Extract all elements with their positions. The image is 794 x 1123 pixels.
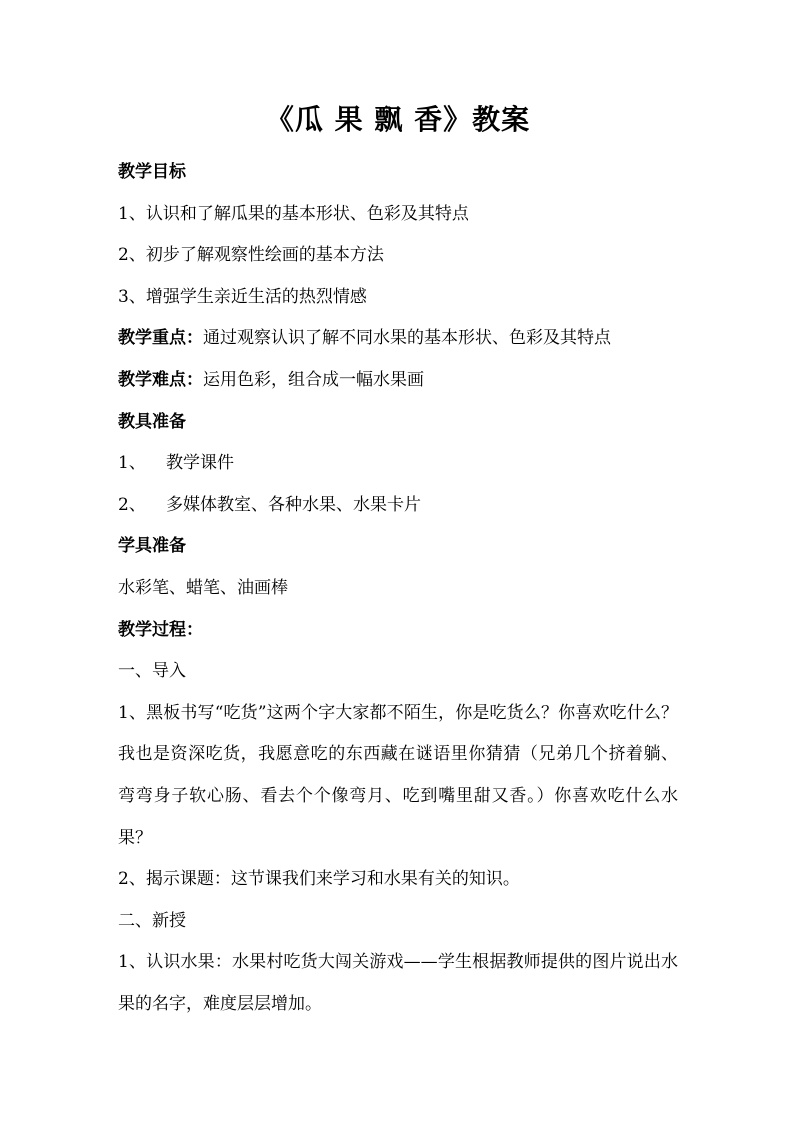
difficulty-label: 教学难点： (118, 369, 203, 390)
teaching-aid-text: 多媒体教室、各种水果、水果卡片 (166, 494, 421, 515)
teaching-aid-item-1 (118, 443, 678, 485)
objectives-heading: 教学目标 (118, 162, 186, 182)
objective-item-3: 3、增强学生亲近生活的热烈情感 (118, 286, 367, 307)
key-point-label: 教学重点： (118, 328, 203, 349)
teaching-aid-text: 教学课件 (166, 453, 234, 474)
key-point-text: 通过观察认识了解不同水果的基本形状、色彩及其特点 (203, 328, 611, 349)
student-tools-heading: 学具准备 (118, 536, 186, 557)
section-1-paragraph-2: 2、揭示课题：这节课我们来学习和水果有关的知识。 (118, 869, 520, 890)
teaching-aids-heading: 教具准备 (118, 411, 186, 432)
key-point-line (118, 318, 678, 360)
process-heading: 教学过程： (118, 619, 203, 640)
teaching-aid-item-2 (118, 485, 678, 527)
difficulty-text: 运用色彩，组合成一幅水果画 (203, 369, 424, 390)
section-2-paragraph-1: 1、认识水果：水果村吃货大闯关游戏——学生根据教师提供的图片说出水果的名字，难度层层增加。 (118, 952, 678, 1014)
student-tools-text: 水彩笔、蜡笔、油画棒 (118, 577, 288, 598)
difficulty-line (118, 360, 678, 402)
section-1-paragraph-1: 1、黑板书写“吃货”这两个字大家都不陌生，你是吃货么？你喜欢吃什么？我也是资深吃货，我愿意吃的东西藏在谜语里你猜猜（兄弟几个挤着躺、弯弯身子软心肠、看去个个像弯月、吃到嘴里甜又香。）你喜欢吃什么水果？ (118, 702, 678, 848)
document-page (118, 96, 678, 1025)
section-1-heading: 一、导入 (118, 661, 186, 682)
objective-item-2: 2、初步了解观察性绘画的基本方法 (118, 245, 384, 266)
document-title: 《瓜 果 飘 香》教案 (265, 103, 531, 136)
objective-item-1: 1、认识和了解瓜果的基本形状、色彩及其特点 (118, 203, 469, 224)
teaching-aid-number: 1、 (118, 453, 146, 474)
section-2-heading: 二、新授 (118, 910, 186, 931)
teaching-aid-number: 2、 (118, 494, 146, 515)
